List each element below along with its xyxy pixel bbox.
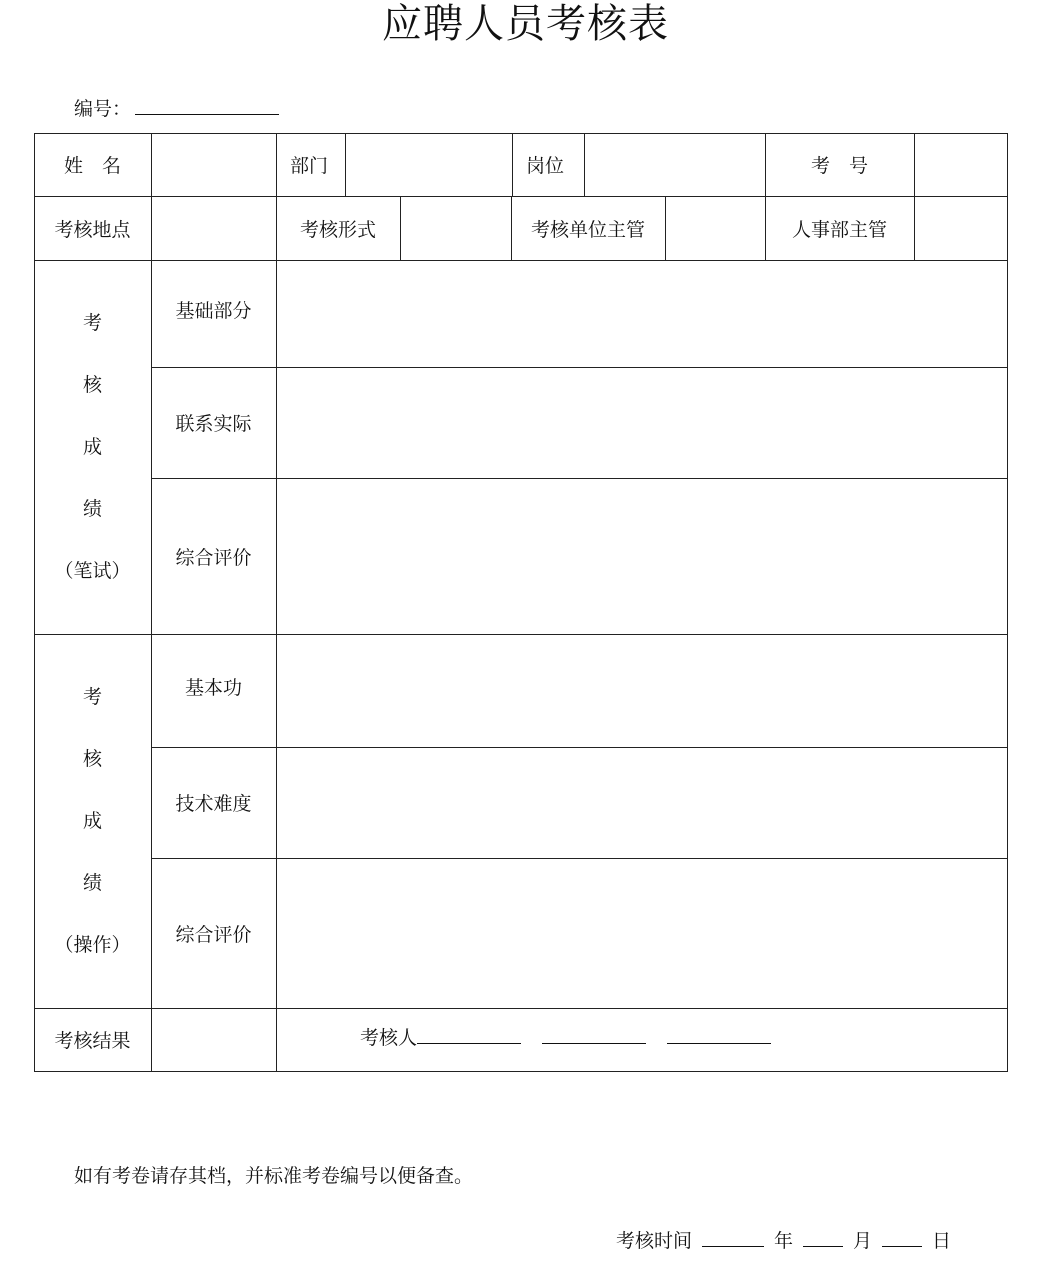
difficulty-value[interactable] bbox=[276, 747, 1007, 858]
post-label: 岗位 bbox=[526, 155, 565, 177]
examiner-signature-blank-3[interactable] bbox=[667, 1025, 771, 1044]
examiner-signatures bbox=[360, 1024, 771, 1052]
unit-supervisor-value[interactable] bbox=[665, 196, 765, 260]
form-value[interactable] bbox=[400, 196, 511, 260]
examiner-signature-blank-1[interactable] bbox=[417, 1025, 521, 1044]
practical-group-char: （操作） bbox=[54, 934, 131, 956]
fundamentals-label: 基本功 bbox=[184, 677, 242, 699]
day-blank[interactable] bbox=[882, 1228, 922, 1247]
month-label: 月 bbox=[853, 1230, 873, 1252]
written-group-char: （笔试） bbox=[54, 560, 131, 582]
written-score-group-label bbox=[34, 260, 151, 634]
written-group-char: 绩 bbox=[82, 498, 102, 520]
name-label: 姓 名 bbox=[63, 155, 121, 177]
fundamentals-value[interactable] bbox=[276, 634, 1007, 747]
location-value[interactable] bbox=[151, 196, 276, 260]
practical-overall-label: 综合评价 bbox=[175, 923, 252, 946]
assessment-date bbox=[616, 1227, 951, 1255]
practical-overall-value[interactable] bbox=[276, 858, 1007, 1008]
practical-group-char: 核 bbox=[82, 748, 102, 770]
month-blank[interactable] bbox=[803, 1228, 843, 1247]
practical-group-char: 绩 bbox=[82, 872, 102, 894]
department-value[interactable] bbox=[345, 133, 512, 196]
archive-note: 如有考卷请存其档，并标准考卷编号以便备查。 bbox=[74, 1165, 474, 1187]
written-group-char: 核 bbox=[82, 374, 102, 396]
basic-part-value[interactable] bbox=[276, 260, 1007, 367]
unit-supervisor-label: 考核单位主管 bbox=[530, 218, 645, 241]
exam-number-label: 考 号 bbox=[810, 155, 868, 177]
date-label: 考核时间 bbox=[616, 1230, 693, 1252]
serial-number-label: 编号： bbox=[74, 98, 132, 120]
written-group-char: 成 bbox=[82, 436, 102, 458]
hr-supervisor-label: 人事部主管 bbox=[791, 218, 887, 241]
year-label: 年 bbox=[774, 1230, 794, 1252]
hr-supervisor-value[interactable] bbox=[914, 196, 1007, 260]
day-label: 日 bbox=[932, 1230, 952, 1252]
name-value[interactable] bbox=[151, 133, 276, 196]
year-blank[interactable] bbox=[702, 1228, 764, 1247]
practical-score-group-label bbox=[34, 634, 151, 1008]
basic-part-label: 基础部分 bbox=[175, 300, 252, 322]
result-value[interactable] bbox=[151, 1008, 276, 1071]
department-label: 部门 bbox=[290, 155, 329, 177]
page-title: 应聘人员考核表 bbox=[382, 1, 669, 47]
practical-group-char: 成 bbox=[82, 810, 102, 832]
practical-connection-value[interactable] bbox=[276, 367, 1007, 478]
written-group-char: 考 bbox=[82, 312, 102, 334]
examiner-label: 考核人 bbox=[360, 1027, 418, 1049]
practical-connection-label: 联系实际 bbox=[175, 413, 252, 435]
practical-group-char: 考 bbox=[82, 686, 102, 708]
exam-number-value[interactable] bbox=[914, 133, 1007, 196]
result-label: 考核结果 bbox=[54, 1030, 131, 1052]
form-label: 考核形式 bbox=[299, 218, 376, 241]
written-overall-value[interactable] bbox=[276, 478, 1007, 634]
written-overall-label: 综合评价 bbox=[175, 546, 252, 569]
post-value[interactable] bbox=[584, 133, 765, 196]
location-label: 考核地点 bbox=[54, 218, 131, 241]
examiner-signature-blank-2[interactable] bbox=[542, 1025, 646, 1044]
difficulty-label: 技术难度 bbox=[175, 793, 252, 815]
